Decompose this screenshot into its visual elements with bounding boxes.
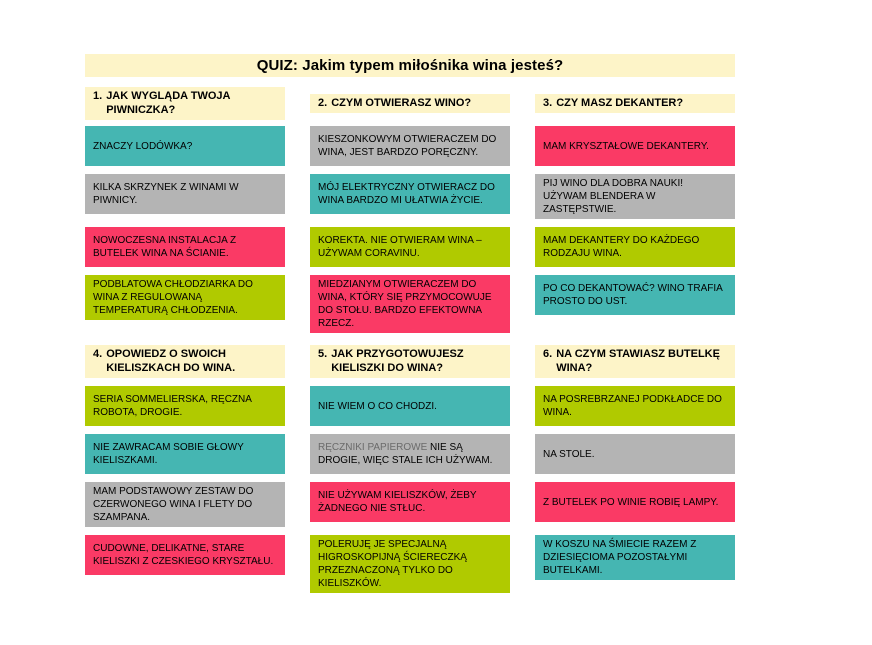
answer-option-q6-a3[interactable] bbox=[535, 482, 735, 522]
question-number: 3. bbox=[543, 96, 553, 109]
answer-text: POLERUJĘ JE SPECJALNĄ HIGROSKOPIJNĄ ŚCIERECZKĄ PRZEZNACZONĄ TYLKO DO KIELISZKÓW. bbox=[318, 539, 467, 589]
answer-text: MAM KRYSZTAŁOWE DEKANTERY. bbox=[543, 140, 709, 152]
answer-text: NOWOCZESNA INSTALACJA Z BUTELEK WINA NA ŚCIANIE. bbox=[93, 235, 237, 259]
question-number: 5. bbox=[318, 348, 328, 360]
answer-text: PODBLATOWA CHŁODZIARKA DO WINA Z REGULOWANĄ TEMPERATURĄ CHŁODZENIA. bbox=[93, 279, 253, 316]
answer-text: Z BUTELEK PO WINIE ROBIĘ LAMPY. bbox=[543, 496, 719, 508]
answers-row-2 bbox=[85, 386, 735, 593]
question-header-2 bbox=[310, 94, 510, 114]
question-label: CZYM OTWIERASZ WINO? bbox=[331, 96, 472, 109]
answer-text: KIESZONKOWYM OTWIERACZEM DO WINA, JEST BARDZO PORĘCZNY. bbox=[318, 134, 497, 158]
answer-option-q2-a3[interactable] bbox=[310, 227, 510, 267]
answer-text-muted: RĘCZNIKI PAPIEROWE bbox=[318, 442, 428, 453]
answer-option-q5-a3[interactable] bbox=[310, 482, 510, 522]
answer-option-q6-a4[interactable] bbox=[535, 535, 735, 580]
answer-text: ZNACZY LODÓWKA? bbox=[93, 140, 193, 152]
question-number: 2. bbox=[318, 96, 328, 109]
answer-option-q3-a4[interactable] bbox=[535, 275, 735, 315]
answer-text: CUDOWNE, DELIKATNE, STARE KIELISZKI Z CZESKIEGO KRYSZTAŁU. bbox=[93, 543, 274, 567]
quiz-content bbox=[85, 54, 735, 593]
answer-text: KOREKTA. NIE OTWIERAM WINA – UŻYWAM CORAVINU. bbox=[318, 235, 482, 259]
question-header-6 bbox=[535, 345, 735, 378]
answer-text: NA STOLE. bbox=[543, 448, 595, 460]
answer-text: MAM DEKANTERY DO KAŻDEGO RODZAJU WINA. bbox=[543, 235, 700, 259]
answer-option-q5-a2[interactable] bbox=[310, 434, 510, 474]
question-headers-row-1 bbox=[85, 87, 735, 120]
answer-option-q3-a2[interactable] bbox=[535, 174, 735, 219]
answers-row-1 bbox=[85, 126, 735, 333]
question-label: OPOWIEDZ O SWOICH KIELISZKACH DO WINA. bbox=[106, 348, 236, 374]
question-header-5 bbox=[310, 345, 510, 378]
answer-text: SERIA SOMMELIERSKA, RĘCZNA ROBOTA, DROGIE. bbox=[93, 394, 252, 418]
answer-option-q6-a1[interactable] bbox=[535, 386, 735, 426]
answer-option-q2-a2[interactable] bbox=[310, 174, 510, 214]
answer-option-q4-a3[interactable] bbox=[85, 482, 285, 527]
answer-text: KILKA SKRZYNEK Z WINAMI W PIWNICY. bbox=[93, 182, 239, 206]
answer-option-q2-a1[interactable] bbox=[310, 126, 510, 166]
question-label: NA CZYM STAWIASZ BUTELKĘ WINA? bbox=[556, 348, 720, 374]
answer-option-q2-a4[interactable] bbox=[310, 275, 510, 333]
answer-option-q3-a1[interactable] bbox=[535, 126, 735, 166]
answer-text: NIE SĄ DROGIE, WIĘC STALE ICH UŻYWAM. bbox=[318, 442, 493, 466]
quiz-title: QUIZ: Jakim typem miłośnika wina jesteś? bbox=[256, 57, 564, 74]
answer-text: NA POSREBRZANEJ PODKŁADCE DO WINA. bbox=[543, 394, 722, 418]
answer-option-q1-a4[interactable] bbox=[85, 275, 285, 320]
question-label: JAK WYGLĄDA TWOJA PIWNICZKA? bbox=[106, 90, 231, 116]
question-number: 6. bbox=[543, 348, 553, 360]
question-label: JAK PRZYGOTOWUJESZ KIELISZKI DO WINA? bbox=[331, 348, 464, 374]
question-number: 4. bbox=[93, 348, 103, 360]
answer-text: NIE ZAWRACAM SOBIE GŁOWY KIELISZKAMI. bbox=[93, 442, 244, 466]
question-headers-row-2 bbox=[85, 345, 735, 378]
answer-option-q5-a4[interactable] bbox=[310, 535, 510, 593]
answer-text: W KOSZU NA ŚMIECIE RAZEM Z DZIESIĘCIOMA POZOSTAŁYMI BUTELKAMI. bbox=[543, 539, 697, 576]
answer-text: NIE WIEM O CO CHODZI. bbox=[318, 400, 437, 412]
answer-option-q1-a3[interactable] bbox=[85, 227, 285, 267]
answer-option-q4-a1[interactable] bbox=[85, 386, 285, 426]
quiz-title-bar bbox=[85, 54, 735, 77]
question-header-3 bbox=[535, 94, 735, 114]
answer-text: PO CO DEKANTOWAĆ? WINO TRAFIA PROSTO DO UST. bbox=[543, 283, 723, 307]
answer-option-q6-a2[interactable] bbox=[535, 434, 735, 474]
answer-text: MIEDZIANYM OTWIERACZEM DO WINA, KTÓRY SIĘ PRZYMOCOWUJE DO STOŁU. BARDZO EFEKTOWNA RZECZ. bbox=[318, 279, 492, 329]
answer-option-q5-a1[interactable] bbox=[310, 386, 510, 426]
answer-option-q3-a3[interactable] bbox=[535, 227, 735, 267]
answer-text: NIE UŻYWAM KIELISZKÓW, ŻEBY ŻADNEGO NIE STŁUC. bbox=[318, 490, 477, 514]
question-header-1 bbox=[85, 87, 285, 120]
answer-text: MAM PODSTAWOWY ZESTAW DO CZERWONEGO WINA I FLETY DO SZAMPANA. bbox=[93, 486, 254, 523]
question-label: CZY MASZ DEKANTER? bbox=[556, 96, 684, 109]
answer-option-q1-a2[interactable] bbox=[85, 174, 285, 214]
question-header-4 bbox=[85, 345, 285, 378]
answer-text: PIJ WINO DLA DOBRA NAUKI! UŻYWAM BLENDERA W ZASTĘPSTWIE. bbox=[543, 178, 684, 215]
answer-option-q4-a2[interactable] bbox=[85, 434, 285, 474]
answer-option-q1-a1[interactable] bbox=[85, 126, 285, 166]
answer-option-q4-a4[interactable] bbox=[85, 535, 285, 575]
question-number: 1. bbox=[93, 90, 103, 102]
answer-text: MÓJ ELEKTRYCZNY OTWIERACZ DO WINA BARDZO MI UŁATWIA ŻYCIE. bbox=[318, 182, 495, 206]
